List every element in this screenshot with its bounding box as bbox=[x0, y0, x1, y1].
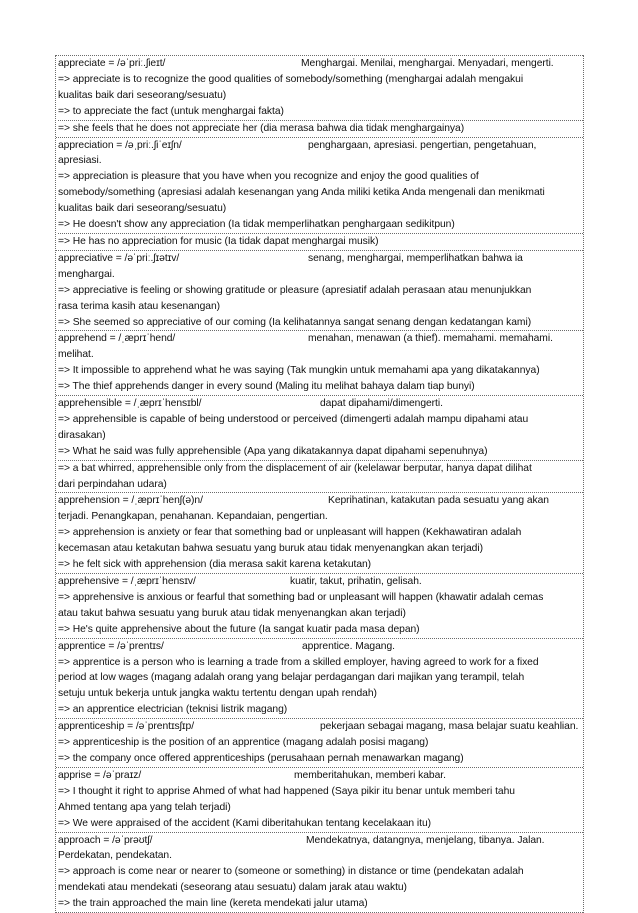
entry-definition-line: => appreciation is pleasure that you have when you recognize and enjoy the good qualities of bbox=[58, 169, 583, 185]
entry-definition-line: => appreciative is feeling or showing gratitude or pleasure (apresiatif adalah perasaan atau menunjukkan bbox=[58, 283, 583, 299]
entry-meaning: Mendekatnya, datangnya, menjelang, tibanya. Jalan. bbox=[306, 833, 545, 849]
entry-headline bbox=[58, 493, 583, 509]
entry-example: => We were appraised of the accident (Kami diberitahukan tentang kecelakaan itu) bbox=[58, 816, 583, 832]
vocabulary-entry bbox=[56, 638, 583, 719]
entry-word-pronunciation: apprise = /əˈpraɪz/ bbox=[58, 768, 141, 784]
entry-word-pronunciation: appreciate = /əˈpriː.ʃieɪt/ bbox=[58, 56, 165, 72]
vocabulary-entry bbox=[56, 573, 583, 638]
entry-meaning: pekerjaan sebagai magang, masa belajar suatu keahlian. bbox=[320, 719, 578, 735]
vocabulary-entry bbox=[56, 767, 583, 832]
vocabulary-entry bbox=[56, 492, 583, 573]
entry-word-pronunciation: appreciation = /əˌpriː.ʃiˈeɪʃn/ bbox=[58, 138, 182, 154]
entry-definition-line: setuju untuk bekerja untuk jangka waktu tertentu dengan upah rendah) bbox=[58, 686, 583, 702]
entry-meaning-continued: terjadi. Penangkapan, penahanan. Kepandaian, pengertian. bbox=[58, 509, 583, 525]
entry-definition-line: kecemasan atau ketakutan bahwa sesuatu yang buruk atau tidak menyenangkan akan terjadi) bbox=[58, 541, 583, 557]
entry-meaning: menahan, menawan (a thief). memahami. memahami. bbox=[308, 331, 553, 347]
entry-definition-line: => approach is come near or nearer to (someone or something) in distance or time (pendekatan adalah bbox=[58, 864, 583, 880]
entry-meaning: Menghargai. Menilai, menghargai. Menyadari, mengerti. bbox=[301, 56, 554, 72]
entry-meaning-continued: melihat. bbox=[58, 347, 583, 363]
entry-headline bbox=[58, 768, 583, 784]
entry-example: => He doesn't show any appreciation (Ia tidak memperlihatkan penghargaan sedikitpun) bbox=[58, 217, 583, 234]
entry-definition-line: atau takut bahwa sesuatu yang buruk atau tidak menyenangkan akan terjadi) bbox=[58, 606, 583, 622]
entry-example: => What he said was fully apprehensible (Apa yang dikatakannya dapat dipahami sepenuhnya) bbox=[58, 444, 583, 461]
entry-definition-line: => appreciate is to recognize the good qualities of somebody/something (menghargai adalah mengakui bbox=[58, 72, 583, 88]
vocabulary-entry bbox=[56, 250, 583, 331]
entry-definition-line: rasa terima kasih atau kesenangan) bbox=[58, 299, 583, 315]
entry-headline bbox=[58, 639, 583, 655]
entry-meaning-continued: menghargai. bbox=[58, 267, 583, 283]
entry-example: => the company once offered apprenticeships (perusahaan pernah menawarkan magang) bbox=[58, 751, 583, 767]
entry-definition-line: => apprehensive is anxious or fearful that something bad or unpleasant will happen (khawatir adalah cemas bbox=[58, 590, 583, 606]
entry-example: => an apprentice electrician (teknisi listrik magang) bbox=[58, 702, 583, 718]
entry-example: => he felt sick with apprehension (dia merasa sakit karena ketakutan) bbox=[58, 557, 583, 573]
entry-word-pronunciation: apprehensible = /ˌæprɪˈhensɪbl/ bbox=[58, 396, 201, 412]
entry-word-pronunciation: appreciative = /əˈpriː.ʃɪətɪv/ bbox=[58, 251, 179, 267]
vocabulary-entry bbox=[56, 395, 583, 492]
entry-meaning: memberitahukan, memberi kabar. bbox=[294, 768, 446, 784]
entry-definition-line: somebody/something (apresiasi adalah kesenangan yang Anda miliki ketika Anda mengenali dan menikmati bbox=[58, 185, 583, 201]
entry-example: => to appreciate the fact (untuk menghargai fakta) bbox=[58, 104, 583, 121]
entry-word-pronunciation: apprentice = /əˈprentɪs/ bbox=[58, 639, 164, 655]
entry-meaning: kuatir, takut, prihatin, gelisah. bbox=[290, 574, 422, 590]
entry-example: => the train approached the main line (kereta mendekati jalur utama) bbox=[58, 896, 583, 912]
entry-word-pronunciation: apprehension = /ˌæprɪˈhenʃ(ə)n/ bbox=[58, 493, 203, 509]
entry-headline bbox=[58, 138, 583, 154]
entry-word-pronunciation: approach = /əˈprəʊtʃ/ bbox=[58, 833, 152, 849]
entry-example: => a bat whirred, apprehensible only from the displacement of air (kelelawar berputar, hanya dapat dilihat dari perpindahan udara) bbox=[58, 461, 583, 493]
entry-example: => He's quite apprehensive about the future (Ia sangat kuatir pada masa depan) bbox=[58, 622, 583, 638]
entry-meaning: dapat dipahami/dimengerti. bbox=[320, 396, 443, 412]
entry-example: => He has no appreciation for music (Ia tidak dapat menghargai musik) bbox=[58, 234, 583, 250]
entry-meaning: penghargaan, apresiasi. pengertian, pengetahuan, bbox=[308, 138, 536, 154]
entry-meaning: Keprihatinan, katakutan pada sesuatu yang akan bbox=[328, 493, 549, 509]
entry-word-pronunciation: apprehend = /ˌæprɪˈhend/ bbox=[58, 331, 175, 347]
entry-headline bbox=[58, 719, 583, 735]
entry-example: => She seemed so appreciative of our coming (Ia kelihatannya sangat senang dengan kedatangan kami) bbox=[58, 315, 583, 331]
entry-example: => she feels that he does not appreciate her (dia merasa bahwa dia tidak menghargainya) bbox=[58, 121, 583, 137]
entry-word-pronunciation: apprenticeship = /əˈprentɪsʃɪp/ bbox=[58, 719, 194, 735]
entry-headline bbox=[58, 574, 583, 590]
entry-meaning: senang, menghargai, memperlihatkan bahwa ia bbox=[308, 251, 523, 267]
entry-definition-line: => It impossible to apprehend what he was saying (Tak mungkin untuk memahami apa yang dikatakannya) bbox=[58, 363, 583, 379]
vocabulary-entry bbox=[56, 832, 583, 913]
entry-meaning-continued: apresiasi. bbox=[58, 153, 583, 169]
vocabulary-entry bbox=[56, 137, 583, 250]
vocabulary-entry bbox=[56, 55, 583, 137]
entry-definition-line: kualitas baik dari seseorang/sesuatu) bbox=[58, 88, 583, 104]
entry-definition-line: => apprentice is a person who is learning a trade from a skilled employer, having agreed to work for a fixed bbox=[58, 655, 583, 671]
vocabulary-entry bbox=[56, 330, 583, 395]
entry-headline bbox=[58, 251, 583, 267]
entry-definition-line: => I thought it right to apprise Ahmed of what had happened (Saya pikir itu benar untuk memberi tahu bbox=[58, 784, 583, 800]
vocabulary-entry bbox=[56, 718, 583, 767]
entry-headline bbox=[58, 56, 583, 72]
entry-meaning-continued: Perdekatan, pendekatan. bbox=[58, 848, 583, 864]
entry-definition-line: Ahmed tentang apa yang telah terjadi) bbox=[58, 800, 583, 816]
entry-definition-line: kualitas baik dari seseorang/sesuatu) bbox=[58, 201, 583, 217]
entry-headline bbox=[58, 331, 583, 347]
entry-definition-line: period at low wages (magang adalah orang yang belajar perdagangan dari majikan yang terampil, telah bbox=[58, 670, 583, 686]
vocabulary-document bbox=[55, 55, 584, 913]
entry-word-pronunciation: apprehensive = /ˌæprɪˈhensɪv/ bbox=[58, 574, 196, 590]
entry-definition-line: => apprehension is anxiety or fear that something bad or unpleasant will happen (Kekhawatiran adalah bbox=[58, 525, 583, 541]
entry-definition-line: dirasakan) bbox=[58, 428, 583, 444]
entry-meaning: apprentice. Magang. bbox=[302, 639, 395, 655]
entry-definition-line: mendekati atau mendekati (seseorang atau sesuatu) dalam jarak atau waktu) bbox=[58, 880, 583, 896]
entry-definition-line: => apprehensible is capable of being understood or perceived (dimengerti adalah mampu dipahami atau bbox=[58, 412, 583, 428]
entry-headline bbox=[58, 396, 583, 412]
entry-example: => The thief apprehends danger in every sound (Maling itu melihat bahaya dalam tiap bunyi) bbox=[58, 379, 583, 395]
entry-headline bbox=[58, 833, 583, 849]
entry-definition-line: => apprenticeship is the position of an apprentice (magang adalah posisi magang) bbox=[58, 735, 583, 751]
